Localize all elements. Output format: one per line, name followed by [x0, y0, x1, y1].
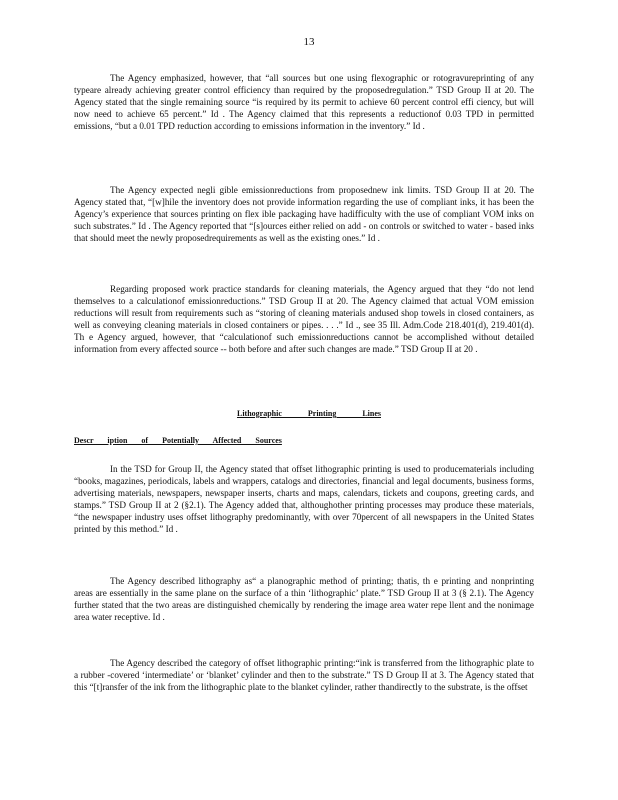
- paragraph-cleaning-materials: Regarding proposed work practice standards for cleaning materials, the Agency argued that they “do not lend themselves to a calculationof emissionreductions.” TSD Group II at 20. The Agency claimed that actual VOM emission reductions will result from requirements such as “storing of cleaning materials andused shop towels in closed containers, as well as conveying cleaning materials in closed containers or pipes. . . .” Id ., see 35 Ill. Adm.Code 218.401(d), 219.401(d). Th e Agency argued, however, that “calculationof such emissionreductions cannot be accomplished without detailed information from every affected source -- both before and after such changes are made.” TSD Group II at 20 .: [74, 284, 534, 355]
- paragraph-flexographic-control: The Agency emphasized, however, that “all sources but one using flexographic or rotogravureprinting of any typeare already achieving greater control efficiency than required by the proposedregulation.” TSD Group II at 20. The Agency stated that the single remaining source “is required by its permit to achieve 60 percent control effi ciency, but will now need to achieve 65 percent.” Id . The Agency claimed that this represents a reductionof 0.03 TPD in permitted emissions, “but a 0.01 TPD reduction according to emissions information in the inventory.” Id .: [74, 73, 534, 132]
- section-heading-text: Lithographic Printing Lines: [236, 409, 381, 418]
- section-heading: [0, 409, 618, 418]
- paragraph-ink-limits: The Agency expected negli gible emissionreductions from proposednew ink limits. TSD Group II at 20. The Agency stated that, “[w]hile the inventory does not provide information regarding the use of compliant inks, it has been the Agency’s experience that sources printing on flex ible packaging have hadifficulty with the use of compliant VOM inks on such substrates.” Id . The Agency reported that “[s]ources either relied on add - on controls or switched to water - based inks that should meet the newly proposedrequirements as well as the existing ones.” Id .: [74, 185, 534, 244]
- paragraph-offset-transfer: The Agency described the category of offset lithographic printing:“ink is transferred from the lithographic plate to a rubber -covered ‘intermediate’ or ‘blanket’ cylinder and then to the substrate.” TS D Group II at 3. The Agency stated that this “[t]ransfer of the ink from the lithographic plate to the blanket cylinder, rather thandirectly to the substrate, is the offset: [74, 658, 534, 693]
- paragraph-offset-lithography-use: In the TSD for Group II, the Agency stated that offset lithographic printing is used to producematerials including “books, magazines, periodicals, labels and wrappers, catalogs and directories, financial and legal documents, business forms, advertising materials, newspapers, newspaper inserts, charts and maps, calendars, tickets and coupons, greeting cards, and stamps.” TSD Group II at 2 (§2.1). The Agency added that, althoughother printing processes may produce these materials, “the newspaper industry uses offset lithography predominantly, with over 70percent of all newspapers in the United States printed by this method.” Id .: [74, 464, 534, 535]
- paragraph-planographic-method: The Agency described lithography as“ a planographic method of printing; thatis, th e printing and nonprinting areas are essentially in the same plane on the surface of a thin ‘lithographic’ plate.” TSD Group II at 3 (§ 2.1). The Agency further stated that the two areas are distinguished chemically by rendering the image area water repe llent and the nonimage area water receptive. Id .: [74, 576, 534, 623]
- subsection-heading-text: Descr iption of Potentially Affected Sources: [74, 436, 282, 445]
- subsection-heading: [74, 436, 314, 445]
- page-number: 13: [303, 36, 315, 48]
